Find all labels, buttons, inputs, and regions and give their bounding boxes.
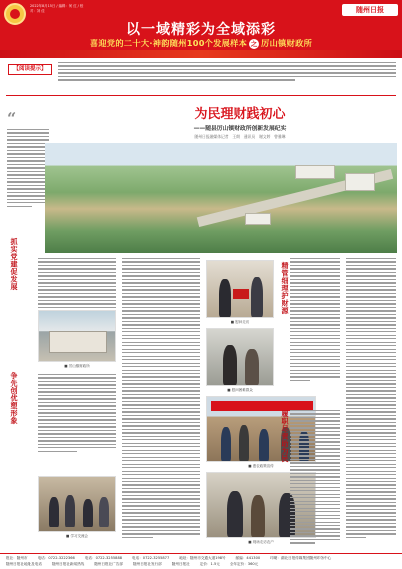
divider-rule bbox=[6, 95, 396, 96]
section-label-management: 精管细理护财源 bbox=[281, 262, 289, 315]
feature-byline: 随州日报融媒体记者 王朗 通讯员 谢文婷 曾雅琳 bbox=[194, 134, 286, 139]
header-ribbon bbox=[0, 50, 402, 58]
section-label-excellence: 争先创优塑形象 bbox=[10, 372, 18, 425]
footer-item: 地址：随州市交通大道198号 bbox=[179, 556, 226, 560]
subtitle-number-badge: 之 bbox=[250, 39, 258, 48]
footer-item: 随州日报社新闻热线 bbox=[51, 561, 85, 566]
article-text-col1a bbox=[38, 258, 116, 312]
section-label-service: 履职尽责助为民 bbox=[281, 410, 289, 463]
feature-block bbox=[7, 97, 397, 255]
footer-item: 电话：0722-3255888 bbox=[84, 556, 123, 560]
footer-row-2 bbox=[6, 562, 396, 568]
reading-tip-tag: 【阅读提示】 bbox=[8, 64, 52, 75]
page-subtitle bbox=[0, 38, 402, 49]
reading-tip-text bbox=[58, 62, 396, 81]
photo-award bbox=[206, 260, 274, 318]
caption-6: ■ 现场走访农户 bbox=[248, 540, 274, 544]
caption-3: ■ 慰问走访 bbox=[230, 320, 250, 324]
reading-tip bbox=[6, 60, 396, 92]
issue-meta: 2022年8月15日 / 编辑：何 红 / 校对：刘 佳 bbox=[30, 4, 84, 13]
footer-item: 全年定价：360元 bbox=[229, 561, 259, 566]
footer-item: 随州日报社地址及电话 bbox=[6, 561, 42, 566]
footer-item: 随州日报社广告部 bbox=[94, 561, 124, 566]
section-label-party: 抓实党建促发展 bbox=[10, 238, 18, 291]
article-text-col2a bbox=[122, 258, 200, 538]
caption-5: ■ 惠农政策宣传 bbox=[248, 464, 274, 468]
page-footer bbox=[0, 553, 402, 569]
article-text-col4a bbox=[290, 258, 340, 381]
feature-deck: ——随县厉山镇财政所创新发展纪实 bbox=[193, 126, 287, 132]
subtitle-prefix: 喜迎党的二十大·神韵随州100个发展样本 bbox=[89, 38, 248, 48]
footer-item: 邮编：441300 bbox=[235, 556, 261, 560]
footer-item: 印刷：湖北日报传媒集团随州印务中心 bbox=[270, 556, 332, 560]
feature-headline: 为民理财践初心 bbox=[194, 107, 286, 122]
article-text-col5 bbox=[346, 258, 396, 538]
photo-office-building bbox=[38, 310, 116, 362]
footer-item: 随州日报社发行部 bbox=[133, 561, 162, 566]
quote-mark-icon: “ bbox=[7, 109, 17, 128]
caption-4: ■ 慰问困难群众 bbox=[227, 388, 253, 392]
article-text-col4b bbox=[290, 410, 340, 544]
newspaper-logo: 随州日报 bbox=[342, 4, 398, 16]
article-text-col1b bbox=[38, 374, 116, 452]
footer-item: 报社：随州市 bbox=[6, 556, 28, 560]
footer-item: 电话：0722-3255877 bbox=[132, 556, 170, 560]
page-title: 以一域精彩为全域添彩 bbox=[126, 22, 276, 38]
aerial-town-photo bbox=[45, 143, 397, 253]
page-header bbox=[0, 0, 402, 58]
footer-item: 电话：0722-3222366 bbox=[37, 556, 75, 560]
photo-visit bbox=[206, 328, 274, 386]
footer-item: 定价：1.5元 bbox=[199, 561, 220, 566]
caption-2: ■ 学习交流会 bbox=[66, 534, 88, 538]
caption-1: ■ 厉山镇财政所 bbox=[64, 364, 90, 368]
subtitle-suffix: 厉山镇财政所 bbox=[261, 38, 313, 48]
footer-item: 随州日报社 bbox=[171, 561, 190, 566]
feature-intro-text bbox=[7, 129, 49, 207]
photo-meeting bbox=[38, 476, 116, 532]
